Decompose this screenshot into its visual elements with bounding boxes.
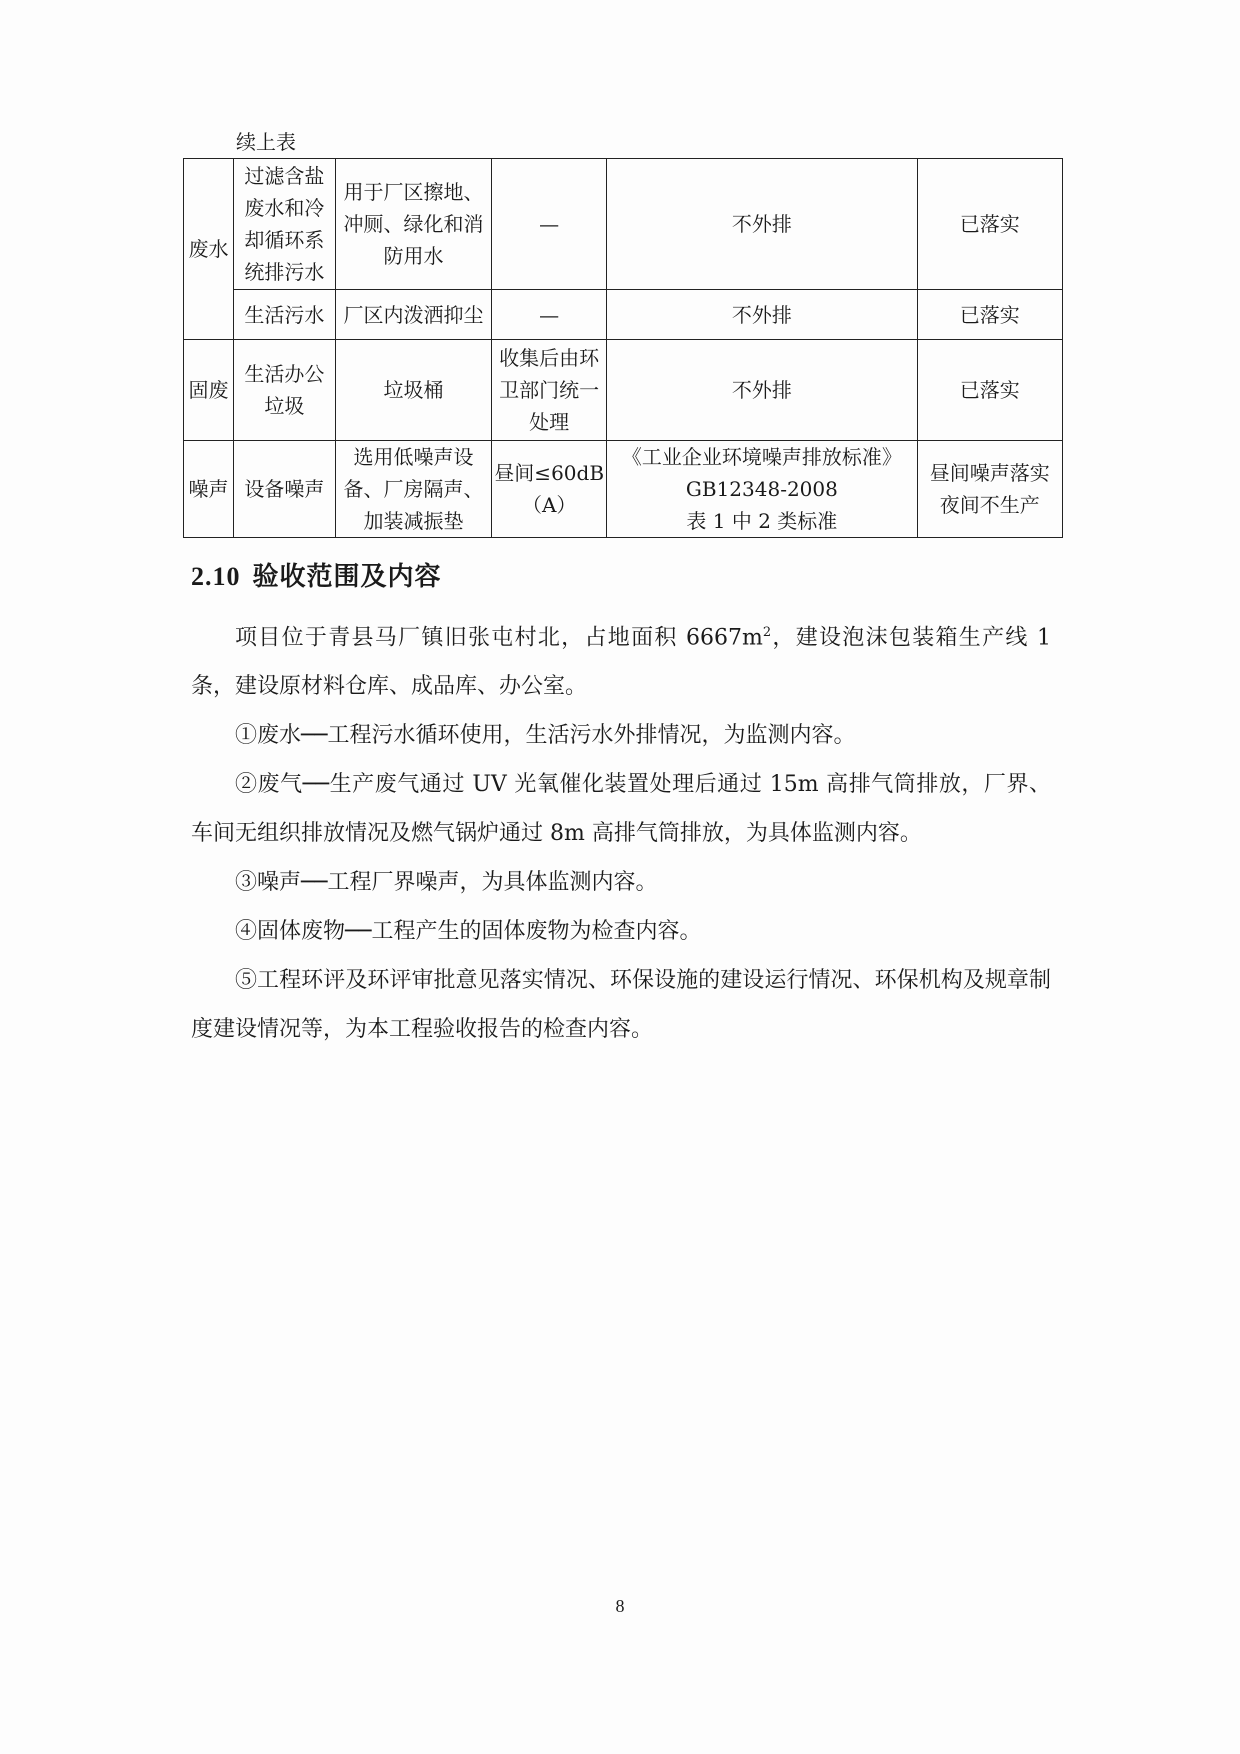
category-cell: 固废 bbox=[184, 340, 234, 441]
page-number: 8 bbox=[615, 1596, 625, 1616]
paragraph-text: ，建设泡沫包装箱生产线 1 条，建设原材料仓库、成品库、办公室。 bbox=[191, 625, 1051, 700]
status-cell: 已落实 bbox=[917, 340, 1062, 441]
measure-cell: 垃圾桶 bbox=[335, 340, 491, 441]
standard-line: 表 1 中 2 类标准 bbox=[686, 509, 838, 533]
table-row bbox=[184, 340, 1063, 441]
section-body bbox=[191, 608, 1051, 1054]
paragraph: ⑤工程环评及环评审批意见落实情况、环保设施的建设运行情况、环保机构及规章制度建设情况等，为本工程验收报告的检查内容。 bbox=[191, 968, 1051, 1043]
treatment-cell bbox=[492, 441, 607, 538]
paragraph-text: 项目位于青县马厂镇旧张屯村北，占地面积 6667m bbox=[235, 625, 763, 651]
section-heading bbox=[191, 558, 442, 596]
treatment-cell: 收集后由环卫部门统一处理 bbox=[492, 340, 607, 441]
status-cell: 已落实 bbox=[917, 159, 1062, 290]
paragraph: ③噪声──工程厂界噪声，为具体监测内容。 bbox=[235, 870, 658, 896]
category-cell: 噪声 bbox=[184, 441, 234, 538]
standard-cell: 不外排 bbox=[607, 340, 917, 441]
source-cell: 过滤含盐废水和冷却循环系统排污水 bbox=[233, 159, 335, 290]
standard-cell bbox=[607, 441, 917, 538]
status-cell: 已落实 bbox=[917, 290, 1062, 340]
paragraph: ④固体废物──工程产生的固体废物为检查内容。 bbox=[235, 919, 702, 945]
treatment-line: 昼间≤60dB bbox=[494, 461, 605, 485]
measure-cell: 用于厂区擦地、冲厕、绿化和消防用水 bbox=[335, 159, 491, 290]
paragraph bbox=[191, 608, 1051, 711]
table-row bbox=[184, 290, 1063, 340]
paragraph: ①废水──工程污水循环使用，生活污水外排情况，为监测内容。 bbox=[235, 723, 856, 749]
status-cell bbox=[917, 441, 1062, 538]
pollution-control-table bbox=[183, 158, 1063, 538]
table-row bbox=[184, 441, 1063, 538]
status-line: 昼间噪声落实 bbox=[929, 461, 1050, 485]
superscript: 2 bbox=[762, 625, 772, 640]
section-number: 2.10 bbox=[191, 562, 241, 591]
category-cell: 废水 bbox=[184, 159, 234, 340]
measure-cell: 选用低噪声设备、厂房隔声、加装减振垫 bbox=[335, 441, 491, 538]
treatment-cell: — bbox=[492, 159, 607, 290]
table-row bbox=[184, 159, 1063, 290]
source-cell: 生活污水 bbox=[233, 290, 335, 340]
section-title: 验收范围及内容 bbox=[252, 562, 442, 592]
measure-cell: 厂区内泼洒抑尘 bbox=[335, 290, 491, 340]
standard-cell: 不外排 bbox=[607, 290, 917, 340]
source-cell: 设备噪声 bbox=[233, 441, 335, 538]
continued-table-label: 续上表 bbox=[236, 130, 296, 154]
standard-line: GB12348-2008 bbox=[685, 477, 838, 501]
standard-line: 《工业企业环境噪声排放标准》 bbox=[621, 445, 902, 469]
status-line: 夜间不生产 bbox=[939, 493, 1040, 517]
treatment-line: （A） bbox=[521, 493, 577, 517]
paragraph: ②废气──生产废气通过 UV 光氧催化装置处理后通过 15m 高排气筒排放，厂界、车间无组织排放情况及燃气锅炉通过 8m 高排气筒排放，为具体监测内容。 bbox=[191, 772, 1051, 847]
source-cell: 生活办公垃圾 bbox=[233, 340, 335, 441]
treatment-cell: — bbox=[492, 290, 607, 340]
standard-cell: 不外排 bbox=[607, 159, 917, 290]
